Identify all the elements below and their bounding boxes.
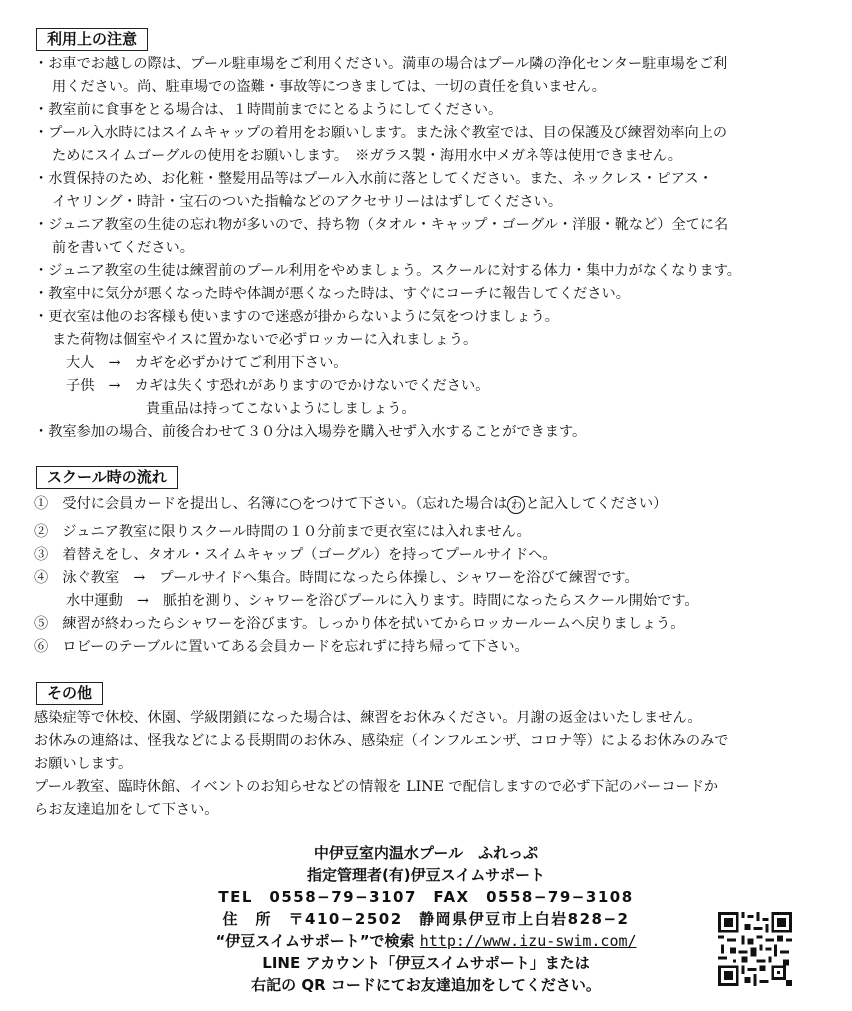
flow-heading: スクール時の流れ [36, 466, 178, 489]
flow-line: ④ 泳ぐ教室 → プールサイドへ集合。時間になったら体操し、シャワーを浴びて練習です。 [34, 570, 639, 586]
notes-line: 用ください。尚、駐車場での盗難・事故等につきましては、一切の責任を負いません。 [52, 79, 606, 95]
flow-line: ③ 着替えをし、タオル・スイムキャップ（ゴーグル）を持ってプールサイドへ。 [34, 547, 557, 563]
facility-name: 中伊豆室内温水プール ふれっぷ [313, 844, 539, 862]
website-link[interactable]: http://www.izu-swim.com/ [419, 932, 637, 950]
notes-line: 前を書いてください。 [52, 240, 194, 256]
other-line: お休みの連絡は、怪我などによる長期間のお休み、感染症（インフルエンザ、コロナ等）によるお休みのみで [34, 733, 729, 749]
flow-line [34, 493, 667, 516]
notes-line: ・ジュニア教室の生徒は練習前のプール利用をやめましょう。スクールに対する体力・集中力がなくなります。 [34, 263, 741, 279]
flow-step1-tail: と記入してください） [525, 496, 668, 512]
tel-fax: TEL 0558−79−3107 FAX 0558−79−3108 [218, 888, 634, 906]
notes-line: ・教室参加の場合、前後合わせて３０分は入場券を購入せず入水することができます。 [34, 424, 587, 440]
notes-line: ・水質保持のため、お化粧・整髪用品等はプール入水前に落としてください。また、ネックレス・ピアス・ [34, 171, 713, 187]
flow-step1-text: ① 受付に会員カードを提出し、名簿に○をつけて下さい。（忘れた場合は [34, 496, 508, 512]
line-qr-text: 右記の QR コードにてお友達追加をしてください。 [251, 976, 601, 994]
other-line: お願いします。 [34, 756, 133, 772]
qr-code-icon[interactable] [718, 912, 792, 986]
flow-line: ② ジュニア教室に限りスクール時間の１０分前まで更衣室には入れません。 [34, 524, 531, 540]
notes-line: ためにスイムゴーグルの使用をお願いします。 ※ガラス製・海用水中メガネ等は使用できません。 [52, 148, 682, 164]
notes-heading: 利用上の注意 [36, 28, 148, 51]
notes-line: ・プール入水時にはスイムキャップの着用をお願いします。また泳ぐ教室では、目の保護及び練習効率向上の [34, 125, 728, 141]
other-line: プール教室、臨時休館、イベントのお知らせなどの情報を LINE で配信しますので必ず下記のバーコードか [34, 779, 719, 795]
other-line: らお友達追加をして下さい。 [34, 802, 219, 818]
notes-line: 貴重品は持ってこないようにしましょう。 [146, 401, 416, 417]
flow-line: ⑤ 練習が終わったらシャワーを浴びます。しっかり体を拭いてからロッカールームへ戻りましょう。 [34, 616, 685, 632]
address: 住 所 〒410−2502 静岡県伊豆市上白岩828−2 [222, 910, 630, 928]
notes-line: ・教室中に気分が悪くなった時や体調が悪くなった時は、すぐにコーチに報告してください。 [34, 286, 630, 302]
other-line: 感染症等で休校、休園、学級閉鎖になった場合は、練習をお休みください。月謝の返金はいたしません。 [34, 710, 702, 726]
flow-line: 水中運動 → 脈拍を測り、シャワーを浴びプールに入ります。時間になったらスクール開始です。 [66, 593, 699, 609]
notes-line: ・お車でお越しの際は、プール駐車場をご利用ください。満車の場合はプール隣の浄化センター駐車場をご利 [34, 56, 728, 72]
notes-line: 大人 → カギを必ずかけてご利用下さい。 [66, 355, 348, 371]
other-heading: その他 [36, 682, 103, 705]
notes-line: ・ジュニア教室の生徒の忘れ物が多いので、持ち物（タオル・キャップ・ゴーグル・洋服・靴など）全てに名 [34, 217, 729, 233]
search-label: “伊豆スイムサポート”で検索 [215, 932, 415, 950]
line-account-text: LINE アカウント「伊豆スイムサポート」または [262, 954, 590, 972]
notes-line: イヤリング・時計・宝石のついた指輪などのアクセサリーははずしてください。 [52, 194, 563, 210]
circled-mark: わ [507, 496, 525, 514]
notes-line: ・教室前に食事をとる場合は、１時間前までにとるようにしてください。 [34, 102, 503, 118]
flow-line: ⑥ ロビーのテーブルに置いてある会員カードを忘れずに持ち帰って下さい。 [34, 639, 529, 655]
notes-line: 子供 → カギは失くす恐れがありますのでかけないでください。 [66, 378, 490, 394]
notes-line: ・更衣室は他のお客様も使いますので迷惑が掛からないように気をつけましょう。 [34, 309, 559, 325]
manager-name: 指定管理者(有)伊豆スイムサポート [306, 866, 546, 884]
notes-line: また荷物は個室やイスに置かないで必ずロッカーに入れましょう。 [52, 332, 478, 348]
